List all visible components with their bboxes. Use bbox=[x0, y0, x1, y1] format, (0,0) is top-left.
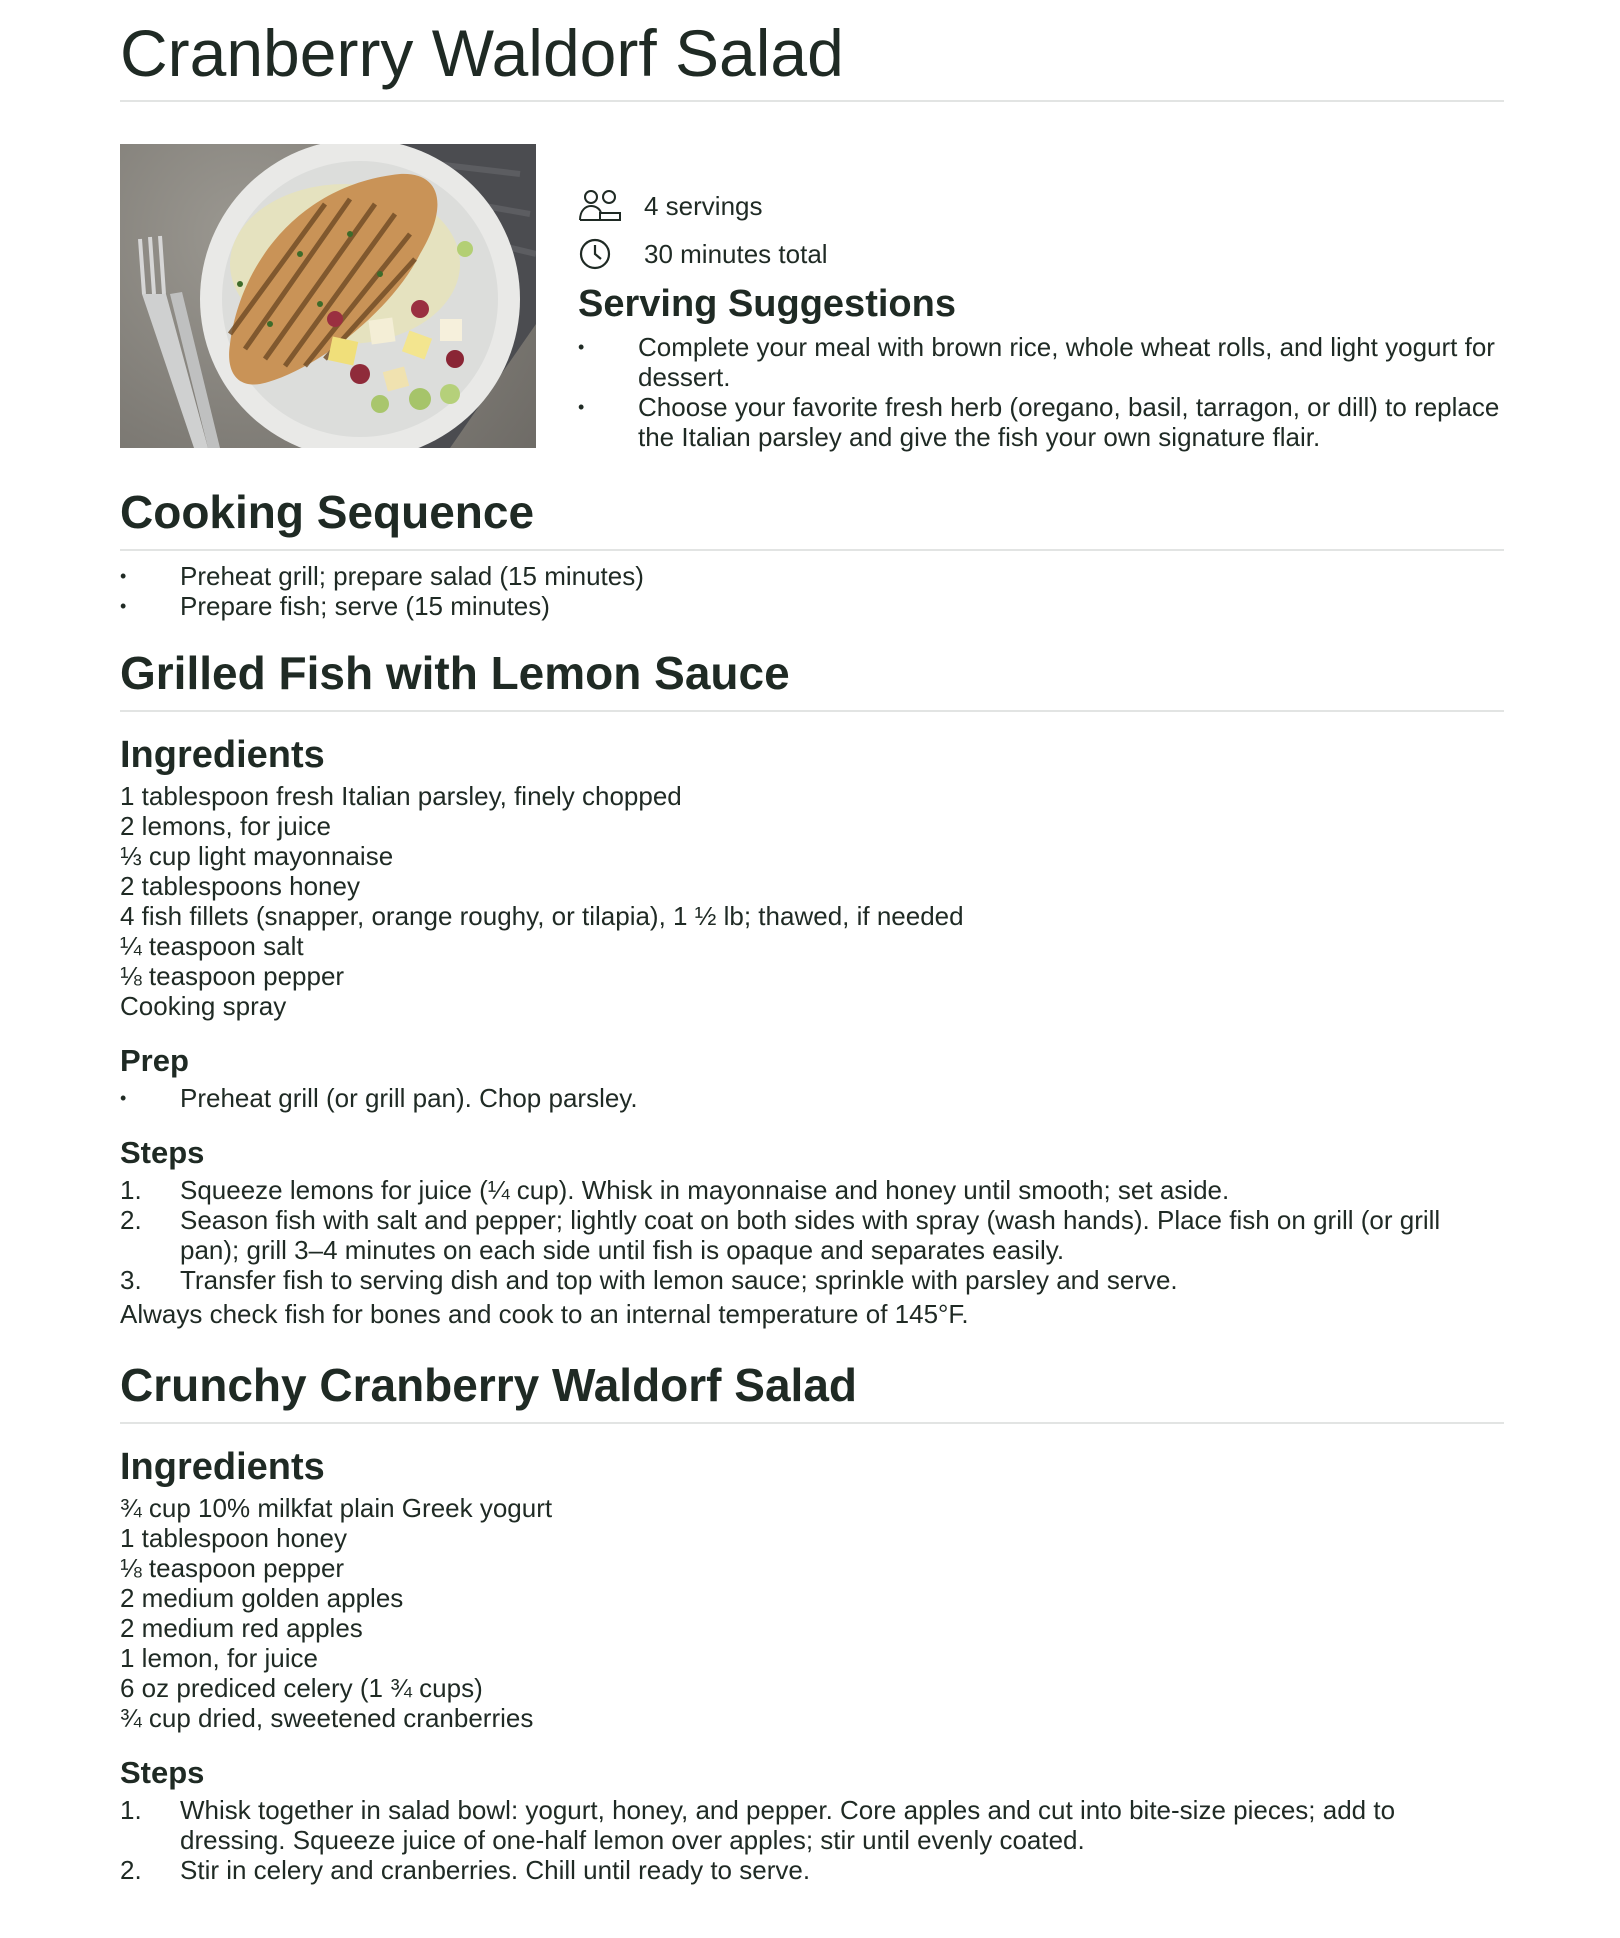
step-number: 3. bbox=[120, 1264, 142, 1295]
fish-steps-heading: Steps bbox=[120, 1135, 205, 1171]
step-number: 2. bbox=[120, 1204, 142, 1235]
page-title: Cranberry Waldorf Salad bbox=[120, 16, 844, 90]
bullet-mark: • bbox=[578, 396, 585, 417]
grilled-fish-plate-image bbox=[120, 144, 536, 448]
serving-suggestions-list bbox=[578, 332, 1500, 452]
section-divider bbox=[120, 710, 1504, 712]
step-number: 1. bbox=[120, 1794, 142, 1825]
ingredient-item: 1 tablespoon fresh Italian parsley, finely chopped bbox=[120, 781, 682, 812]
fish-ingredients-heading: Ingredients bbox=[120, 733, 325, 776]
step-item: 1. Squeeze lemons for juice (¼ cup). Whisk in mayonnaise and honey until smooth; set aside. bbox=[120, 1174, 1230, 1205]
list-item: • Prepare fish; serve (15 minutes) bbox=[120, 590, 550, 621]
salad-ingredients-heading: Ingredients bbox=[120, 1445, 325, 1488]
ingredient-item: 2 medium golden apples bbox=[120, 1583, 404, 1614]
fish-prep-list bbox=[120, 1083, 1500, 1113]
ingredient-item: 2 tablespoons honey bbox=[120, 871, 360, 902]
ingredient-item: ¾ cup dried, sweetened cranberries bbox=[120, 1703, 534, 1734]
step-item: 2. Season fish with salt and pepper; lightly coat on both sides with spray (wash hands). Place fish on grill (or grill pan); grill 3–4 minutes on each side until fish is opaque and separates easily. bbox=[120, 1204, 1441, 1265]
step-number: 2. bbox=[120, 1854, 142, 1885]
fish-recipe-section bbox=[120, 647, 1500, 1329]
ingredient-item: 1 lemon, for juice bbox=[120, 1643, 318, 1674]
recipe-hero bbox=[120, 144, 1500, 452]
cooking-sequence-list bbox=[120, 561, 1500, 621]
ingredient-item: 6 oz prediced celery (1 ¾ cups) bbox=[120, 1673, 483, 1704]
title-divider bbox=[120, 100, 1504, 102]
recipe-photo bbox=[120, 144, 536, 448]
list-item: • Choose your favorite fresh herb (oregano, basil, tarragon, or dill) to replace the Italian parsley and give the fish your own signature flair. bbox=[578, 391, 1500, 452]
ingredient-item: ⅛ teaspoon pepper bbox=[120, 961, 345, 992]
people-icon bbox=[578, 186, 628, 226]
bullet-mark: • bbox=[120, 565, 127, 586]
salad-steps-heading: Steps bbox=[120, 1755, 205, 1791]
list-item: • Preheat grill; prepare salad (15 minutes) bbox=[120, 560, 644, 591]
bullet-mark: • bbox=[120, 595, 127, 616]
salad-steps-list bbox=[120, 1795, 1500, 1885]
bullet-mark: • bbox=[578, 336, 585, 357]
food-safety-note: Always check fish for bones and cook to an internal temperature of 145°F. bbox=[120, 1298, 969, 1329]
step-item: 2. Stir in celery and cranberries. Chill until ready to serve. bbox=[120, 1854, 811, 1885]
fish-steps-list bbox=[120, 1175, 1500, 1295]
ingredient-item: ¼ teaspoon salt bbox=[120, 931, 304, 962]
bullet-mark: • bbox=[120, 1088, 127, 1109]
ingredient-item: 4 fish fillets (snapper, orange roughy, or tilapia), 1 ½ lb; thawed, if needed bbox=[120, 901, 964, 932]
list-item: • Complete your meal with brown rice, whole wheat rolls, and light yogurt for dessert. bbox=[578, 331, 1495, 392]
servings-row bbox=[578, 182, 1500, 230]
step-number: 1. bbox=[120, 1174, 142, 1205]
list-item: • Preheat grill (or grill pan). Chop parsley. bbox=[120, 1083, 638, 1114]
ingredient-item: 2 medium red apples bbox=[120, 1613, 363, 1644]
servings-text: 4 servings bbox=[644, 190, 763, 221]
section-divider bbox=[120, 1422, 1504, 1424]
ingredient-item: 1 tablespoon honey bbox=[120, 1523, 347, 1554]
salad-recipe-heading: Crunchy Cranberry Waldorf Salad bbox=[120, 1358, 858, 1411]
ingredient-item: 2 lemons, for juice bbox=[120, 811, 331, 842]
salad-recipe-section bbox=[120, 1359, 1500, 1885]
serving-suggestions-heading: Serving Suggestions bbox=[578, 283, 956, 325]
step-item: 1. Whisk together in salad bowl: yogurt, honey, and pepper. Core apples and cut into bite-size pieces; add to dressing. Squeeze juice of one-half lemon over apples; stir until evenly coated. bbox=[120, 1794, 1396, 1855]
recipe-meta bbox=[578, 144, 1500, 452]
ingredient-item: Cooking spray bbox=[120, 991, 287, 1022]
clock-icon bbox=[578, 234, 628, 274]
fish-recipe-heading: Grilled Fish with Lemon Sauce bbox=[120, 646, 790, 699]
ingredient-item: ⅛ teaspoon pepper bbox=[120, 1553, 345, 1584]
fish-ingredients-list bbox=[120, 781, 1500, 1021]
cooking-sequence-section bbox=[120, 486, 1500, 621]
step-item: 3. Transfer fish to serving dish and top with lemon sauce; sprinkle with parsley and serve. bbox=[120, 1264, 1178, 1295]
salad-ingredients-list bbox=[120, 1493, 1500, 1733]
cooking-sequence-heading: Cooking Sequence bbox=[120, 486, 535, 538]
fish-prep-heading: Prep bbox=[120, 1043, 189, 1079]
ingredient-item: ¾ cup 10% milkfat plain Greek yogurt bbox=[120, 1493, 553, 1524]
ingredient-item: ⅓ cup light mayonnaise bbox=[120, 841, 394, 872]
time-row bbox=[578, 230, 1500, 278]
time-text: 30 minutes total bbox=[644, 238, 828, 269]
section-divider bbox=[120, 549, 1504, 551]
